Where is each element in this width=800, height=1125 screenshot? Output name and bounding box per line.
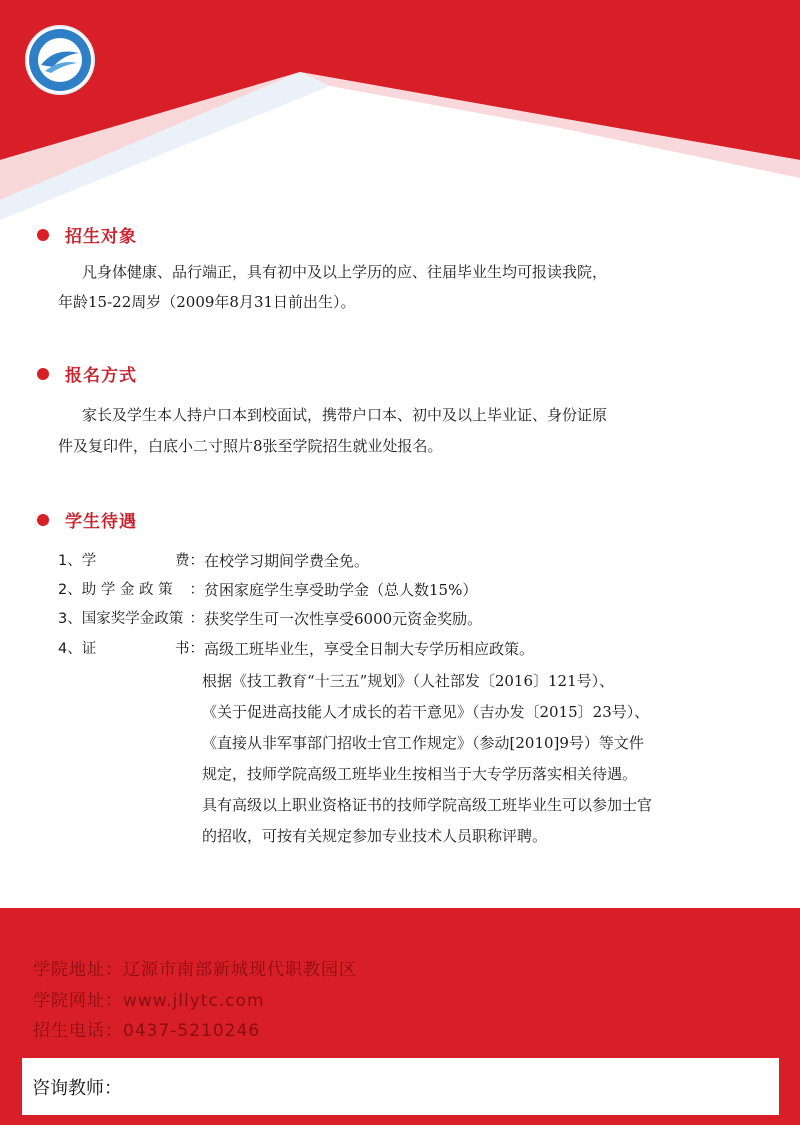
section-title: 报名方式	[65, 366, 137, 386]
benefit-label: 2、助 学 金 政 策 ：	[58, 582, 204, 598]
benefit-item-certificate	[58, 639, 534, 660]
certificate-detail-line: 《关于促进高技能人才成长的若干意见》（吉办发〔2015〕23号）、	[202, 703, 650, 721]
section-heading-enrollment-target	[37, 222, 137, 247]
benefit-item-tuition	[58, 551, 369, 572]
college-website: 学院网址：www.jllytc.com	[33, 991, 265, 1011]
paragraph-line: 家长及学生本人持户口本到校面试，携带户口本、初中及以上毕业证、身份证原	[82, 406, 608, 424]
bullet-icon	[37, 514, 49, 526]
section-heading-registration	[37, 361, 137, 386]
admission-phone: 招生电话：0437-5210246	[33, 1021, 261, 1041]
benefit-label: 3、国家奖学金政策 ：	[58, 611, 204, 627]
college-address: 学院地址：辽源市南部新城现代职教园区	[33, 960, 357, 980]
benefit-value: 贫困家庭学生享受助学金（总人数15%）	[204, 581, 478, 599]
benefit-value: 高级工班毕业生，享受全日制大专学历相应政策。	[204, 640, 535, 658]
paragraph-line: 年龄15-22周岁（2009年8月31日前出生）。	[58, 293, 356, 311]
certificate-detail-line: 规定，技师学院高级工班毕业生按相当于大专学历落实相关待遇。	[202, 765, 638, 783]
certificate-detail-line: 根据《技工教育“十三五”规划》（人社部发〔2016〕121号）、	[202, 672, 615, 690]
certificate-detail-line: 具有高级以上职业资格证书的技师学院高级工班毕业生可以参加士官	[202, 796, 653, 814]
consulting-teacher-label: 咨询教师：	[32, 1078, 122, 1099]
benefit-item-scholarship	[58, 609, 482, 630]
paragraph-line: 凡身体健康、品行端正，具有初中及以上学历的应、往届毕业生均可报读我院，	[82, 263, 608, 281]
benefit-value: 在校学习期间学费全免。	[204, 552, 370, 570]
section-title: 招生对象	[65, 227, 137, 247]
section-title: 学生待遇	[65, 512, 137, 532]
benefit-label: 1、学 费：	[58, 553, 204, 569]
consulting-teacher-box	[22, 1058, 779, 1115]
benefit-label: 4、证 书：	[58, 641, 204, 657]
certificate-detail-line: 的招收，可按有关规定参加专业技术人员职称评聘。	[202, 827, 548, 845]
bullet-icon	[37, 229, 49, 241]
benefit-item-grant	[58, 580, 477, 601]
bullet-icon	[37, 368, 49, 380]
paragraph-line: 件及复印件，白底小二寸照片8张至学院招生就业处报名。	[58, 437, 443, 455]
college-logo	[27, 27, 93, 93]
benefit-value: 获奖学生可一次性享受6000元资金奖励。	[204, 610, 483, 628]
header-banner	[0, 0, 800, 240]
section-heading-student-benefits	[37, 507, 137, 532]
certificate-detail-line: 《直接从非军事部门招收士官工作规定》（参动[2010]9号）等文件	[202, 734, 644, 752]
